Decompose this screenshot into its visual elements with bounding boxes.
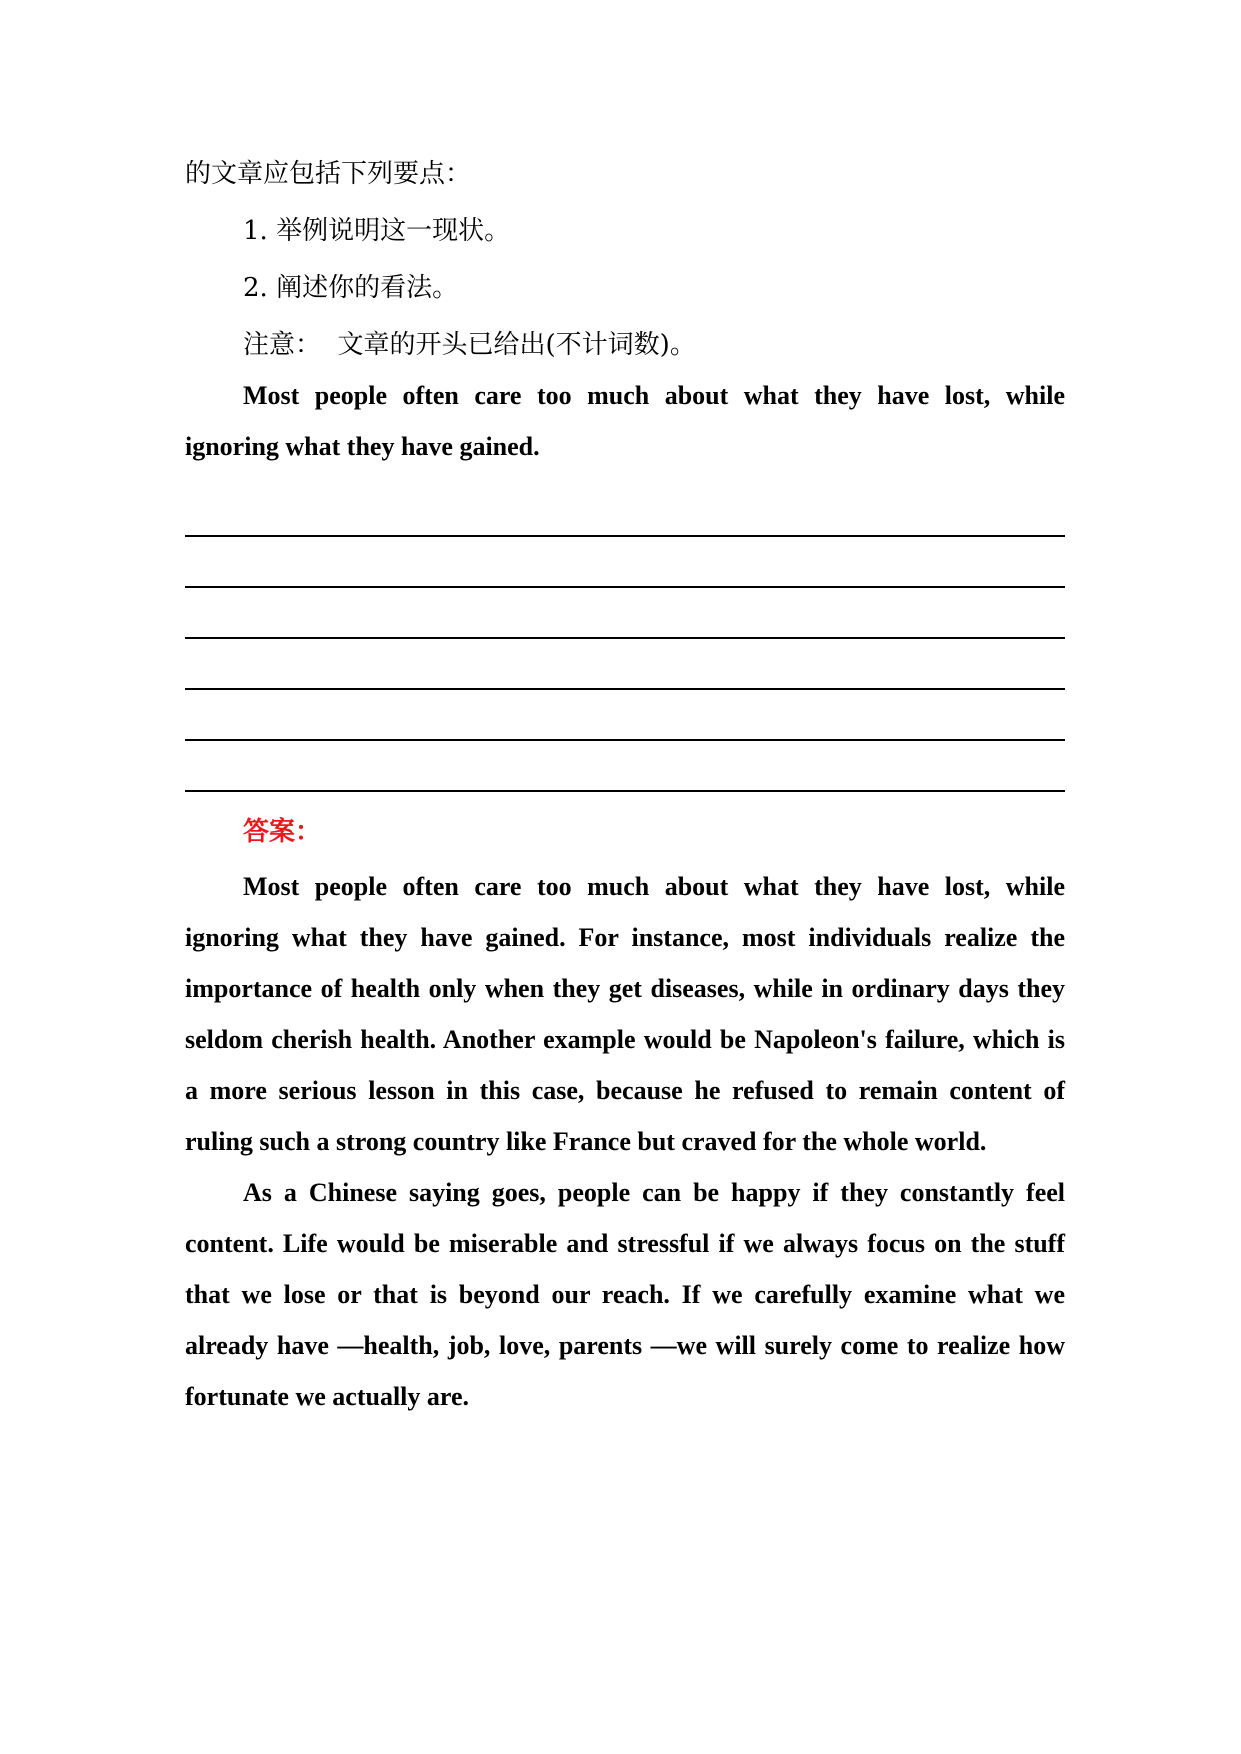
blank-line <box>185 639 1065 690</box>
blank-line <box>185 690 1065 741</box>
blank-line <box>185 486 1065 537</box>
essay-opening: Most people often care too much about what they have lost, while ignoring what they have gained. <box>185 381 1065 461</box>
prompt-point-2: 2. 阐述你的看法。 <box>243 273 459 303</box>
blank-line <box>185 588 1065 639</box>
document-page <box>185 146 1065 1422</box>
prompt-point-1: 1. 举例说明这一现状。 <box>243 216 511 246</box>
answer-paragraph-1: Most people often care too much about what they have lost, while ignoring what they have gained. For instance, most individuals realize the importance of health only when they get diseases, while in ordinary days they seldom cherish health. Another example would be Napoleon's failure, which is a more serious lesson in this case, because he refused to remain content of ruling such a strong country like France but craved for the whole world. <box>185 872 1065 1156</box>
blank-line <box>185 537 1065 588</box>
prompt-intro: 的文章应包括下列要点： <box>185 159 472 189</box>
answer-paragraph-2: As a Chinese saying goes, people can be happy if they constantly feel content. Life would be miserable and stressful if we always focus on the stuff that we lose or that is beyond our reach. If we carefully examine what we already have —health, job, love, parents —we will surely come to realize how fortunate we actually are. <box>185 1178 1065 1411</box>
answer-blank-lines <box>185 486 1065 792</box>
prompt-note: 注意： 文章的开头已给出(不计词数)。 <box>243 330 696 360</box>
answer-label: 答案： <box>243 817 322 847</box>
blank-line <box>185 741 1065 792</box>
